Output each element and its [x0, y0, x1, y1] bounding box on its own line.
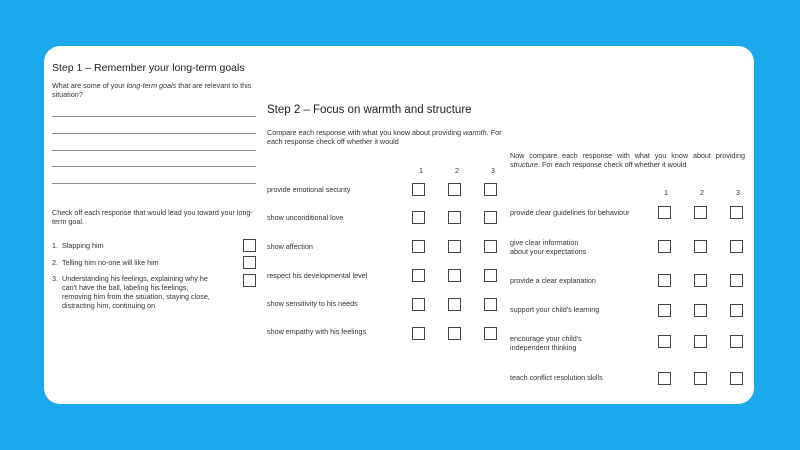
- warmth-col-1: 1: [419, 166, 423, 175]
- warmth-6-col3-checkbox[interactable]: [484, 327, 497, 340]
- structure-3-col1-checkbox[interactable]: [658, 274, 671, 287]
- warmth-5-col1-checkbox[interactable]: [412, 298, 425, 311]
- response-2-checkbox[interactable]: [243, 256, 256, 269]
- goal-line-1[interactable]: [52, 116, 256, 117]
- structure-5-col2-checkbox[interactable]: [694, 335, 707, 348]
- structure-6-col2-checkbox[interactable]: [694, 372, 707, 385]
- structure-5-col3-checkbox[interactable]: [730, 335, 743, 348]
- step1-question: What are some of your long-term goals that are relevant to this situation?: [52, 81, 252, 99]
- warmth-col-2: 2: [455, 166, 459, 175]
- goal-line-2[interactable]: [52, 133, 256, 134]
- warmth-4-col2-checkbox[interactable]: [448, 269, 461, 282]
- warmth-4-col3-checkbox[interactable]: [484, 269, 497, 282]
- structure-2-col1-checkbox[interactable]: [658, 240, 671, 253]
- structure-instruction: Now compare each response with what you know about providing structure. For each response check off whether it would: [510, 151, 745, 169]
- step2-title: Step 2 – Focus on warmth and structure: [267, 104, 472, 116]
- structure-2-col2-checkbox[interactable]: [694, 240, 707, 253]
- structure-item-3: provide a clear explanation: [510, 276, 596, 285]
- structure-4-col2-checkbox[interactable]: [694, 304, 707, 317]
- warmth-item-3: show affection: [267, 242, 313, 251]
- structure-2-col3-checkbox[interactable]: [730, 240, 743, 253]
- goal-line-4[interactable]: [52, 166, 256, 167]
- warmth-1-col2-checkbox[interactable]: [448, 183, 461, 196]
- structure-3-col2-checkbox[interactable]: [694, 274, 707, 287]
- structure-emphasis: structure: [510, 160, 538, 169]
- structure-1-col1-checkbox[interactable]: [658, 206, 671, 219]
- step1-question-emphasis: long-term goals: [126, 81, 177, 90]
- response-1: 1. Slapping him: [52, 241, 104, 250]
- structure-4-col3-checkbox[interactable]: [730, 304, 743, 317]
- warmth-3-col3-checkbox[interactable]: [484, 240, 497, 253]
- goal-line-5[interactable]: [52, 183, 256, 184]
- structure-6-col3-checkbox[interactable]: [730, 372, 743, 385]
- goal-line-3[interactable]: [52, 150, 256, 151]
- structure-item-1: provide clear guidelines for behaviour: [510, 208, 630, 217]
- structure-col-3: 3: [736, 188, 740, 197]
- warmth-item-1: provide emotional security: [267, 185, 351, 194]
- structure-1-col3-checkbox[interactable]: [730, 206, 743, 219]
- structure-item-6: teach conflict resolution skills: [510, 373, 603, 382]
- structure-3-col3-checkbox[interactable]: [730, 274, 743, 287]
- structure-item-4: support your child's learning: [510, 305, 600, 314]
- structure-5-col1-checkbox[interactable]: [658, 335, 671, 348]
- worksheet-card: [44, 46, 754, 404]
- structure-item-5: encourage your child's independent thinking: [510, 334, 582, 352]
- warmth-col-3: 3: [491, 166, 495, 175]
- warmth-item-6: show empathy with his feelings: [267, 327, 367, 336]
- structure-1-col2-checkbox[interactable]: [694, 206, 707, 219]
- warmth-instruction: Compare each response with what you know about providing warmth. For each response check off whether it would: [267, 128, 502, 146]
- warmth-2-col2-checkbox[interactable]: [448, 211, 461, 224]
- structure-6-col1-checkbox[interactable]: [658, 372, 671, 385]
- structure-col-1: 1: [664, 188, 668, 197]
- warmth-1-col3-checkbox[interactable]: [484, 183, 497, 196]
- warmth-3-col1-checkbox[interactable]: [412, 240, 425, 253]
- response-1-checkbox[interactable]: [243, 239, 256, 252]
- warmth-3-col2-checkbox[interactable]: [448, 240, 461, 253]
- warmth-item-2: show unconditional love: [267, 213, 344, 222]
- warmth-1-col1-checkbox[interactable]: [412, 183, 425, 196]
- response-2: 2. Telling him no-one will like him: [52, 258, 159, 267]
- step1-instruction: Check off each response that would lead you toward your long-term goal.: [52, 208, 253, 226]
- warmth-emphasis: warmth: [463, 128, 487, 137]
- warmth-6-col1-checkbox[interactable]: [412, 327, 425, 340]
- warmth-5-col2-checkbox[interactable]: [448, 298, 461, 311]
- warmth-5-col3-checkbox[interactable]: [484, 298, 497, 311]
- warmth-2-col3-checkbox[interactable]: [484, 211, 497, 224]
- warmth-4-col1-checkbox[interactable]: [412, 269, 425, 282]
- structure-col-2: 2: [700, 188, 704, 197]
- step1-title: Step 1 – Remember your long-term goals: [52, 62, 245, 74]
- warmth-2-col1-checkbox[interactable]: [412, 211, 425, 224]
- response-3-checkbox[interactable]: [243, 274, 256, 287]
- warmth-item-5: show sensitivity to his needs: [267, 299, 358, 308]
- structure-item-2: give clear information about your expectations: [510, 238, 587, 256]
- warmth-item-4: respect his developmental level: [267, 271, 368, 280]
- structure-4-col1-checkbox[interactable]: [658, 304, 671, 317]
- warmth-6-col2-checkbox[interactable]: [448, 327, 461, 340]
- response-3: 3. Understanding his feelings, explaining why he can't have the ball, labeling his feelings, removing him from the situation, staying close, distracting him, continuing on: [52, 274, 210, 310]
